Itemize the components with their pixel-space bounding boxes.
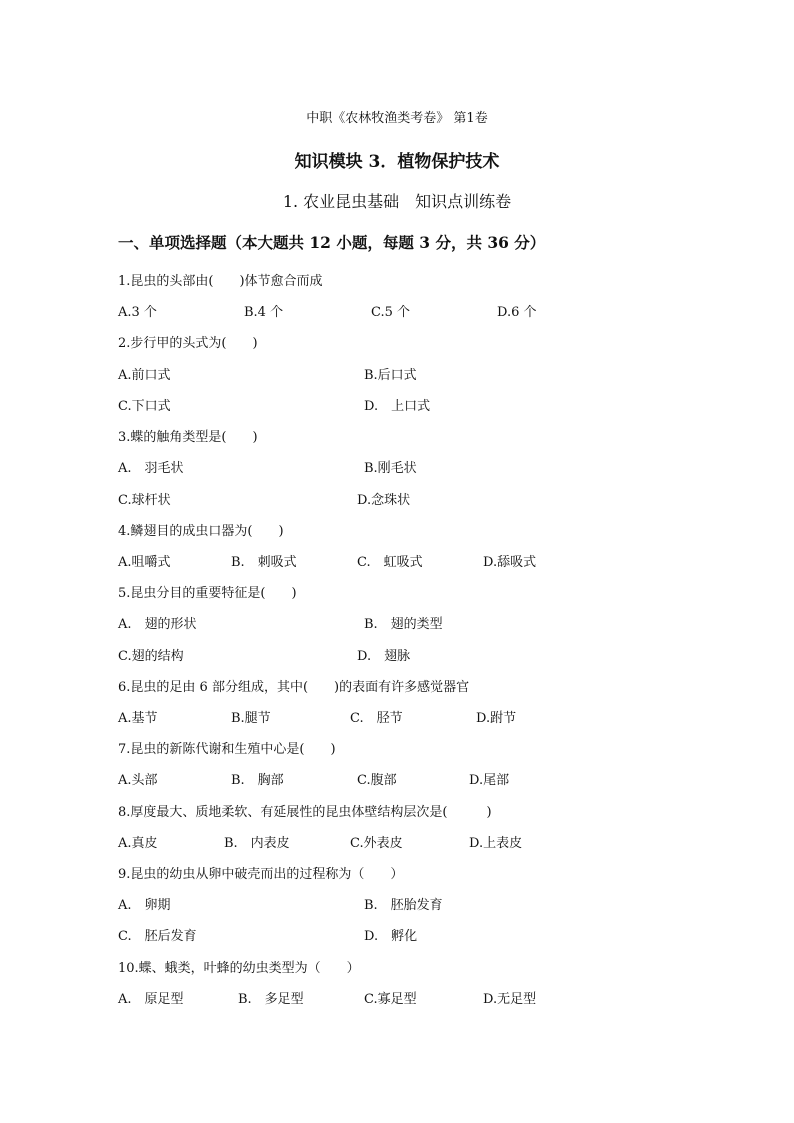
option-c: C.球杆状 (118, 493, 171, 508)
option-c: C.外表皮 (350, 836, 403, 851)
option-b: B. 胸部 (231, 773, 284, 788)
question-stem: 4.鳞翅目的成虫口器为( ) (118, 524, 284, 539)
option-b: B.4 个 (244, 305, 284, 320)
option-c: C. 胫节 (350, 711, 403, 726)
option-d: D. 孵化 (364, 929, 418, 944)
option-a: A.基节 (118, 711, 158, 726)
option-c: C.寡足型 (364, 992, 417, 1007)
option-c: C.下口式 (118, 399, 171, 414)
option-d: D.舔吸式 (483, 555, 537, 570)
option-a: A.前口式 (118, 368, 171, 383)
option-d: D. 翅脉 (357, 649, 411, 664)
question-stem: 5.昆虫分目的重要特征是( ) (118, 586, 297, 601)
option-a: A. 卵期 (118, 898, 171, 913)
option-d: D.尾部 (469, 773, 510, 788)
option-a: A. 翅的形状 (118, 617, 197, 632)
option-b: B.后口式 (364, 368, 417, 383)
option-a: A.3 个 (118, 305, 157, 320)
option-b: B. 翅的类型 (364, 617, 443, 632)
question-stem: 2.步行甲的头式为( ) (118, 336, 258, 351)
option-c: C.腹部 (357, 773, 397, 788)
option-a: A. 原足型 (118, 992, 184, 1007)
option-d: D.无足型 (483, 992, 537, 1007)
option-d: D.上表皮 (469, 836, 523, 851)
section-heading: 一、单项选择题（本大题共 12 小题，每题 3 分，共 36 分） (118, 233, 546, 252)
option-a: A. 羽毛状 (118, 461, 184, 476)
option-c: C.5 个 (371, 305, 411, 320)
option-b: B.腿节 (231, 711, 271, 726)
option-b: B. 内表皮 (224, 836, 290, 851)
question-stem: 8.厚度最大、质地柔软、有延展性的昆虫体壁结构层次是( ) (118, 805, 492, 820)
option-b: B. 刺吸式 (231, 555, 297, 570)
option-a: A.头部 (118, 773, 158, 788)
option-d: D.6 个 (497, 305, 537, 320)
option-b: B.刚毛状 (364, 461, 417, 476)
option-c: C. 虹吸式 (357, 555, 423, 570)
exam-title: 中职《农林牧渔类考卷》 第1卷 (306, 111, 488, 126)
option-b: B. 多足型 (238, 992, 304, 1007)
option-a: A.咀嚼式 (118, 555, 171, 570)
question-stem: 10.蝶、蛾类，叶蜂的幼虫类型为（ ） (118, 961, 360, 976)
option-d: D. 上口式 (364, 399, 431, 414)
option-c: C.翅的结构 (118, 649, 184, 664)
question-stem: 3.蝶的触角类型是( ) (118, 430, 258, 445)
question-stem: 9.昆虫的幼虫从卵中破壳而出的过程称为（ ） (118, 867, 404, 882)
option-d: D.跗节 (476, 711, 517, 726)
question-stem: 6.昆虫的足由 6 部分组成，其中( )的表面有许多感觉器官 (118, 680, 470, 695)
sub-title: 1. 农业昆虫基础 知识点训练卷 (282, 192, 512, 211)
option-d: D.念珠状 (357, 493, 411, 508)
option-c: C. 胚后发育 (118, 929, 197, 944)
question-stem: 7.昆虫的新陈代谢和生殖中心是( ) (118, 742, 336, 757)
question-stem: 1.昆虫的头部由( )体节愈合而成 (118, 274, 323, 289)
option-b: B. 胚胎发育 (364, 898, 443, 913)
module-title: 知识模块 3．植物保护技术 (294, 152, 500, 172)
option-a: A.真皮 (118, 836, 158, 851)
